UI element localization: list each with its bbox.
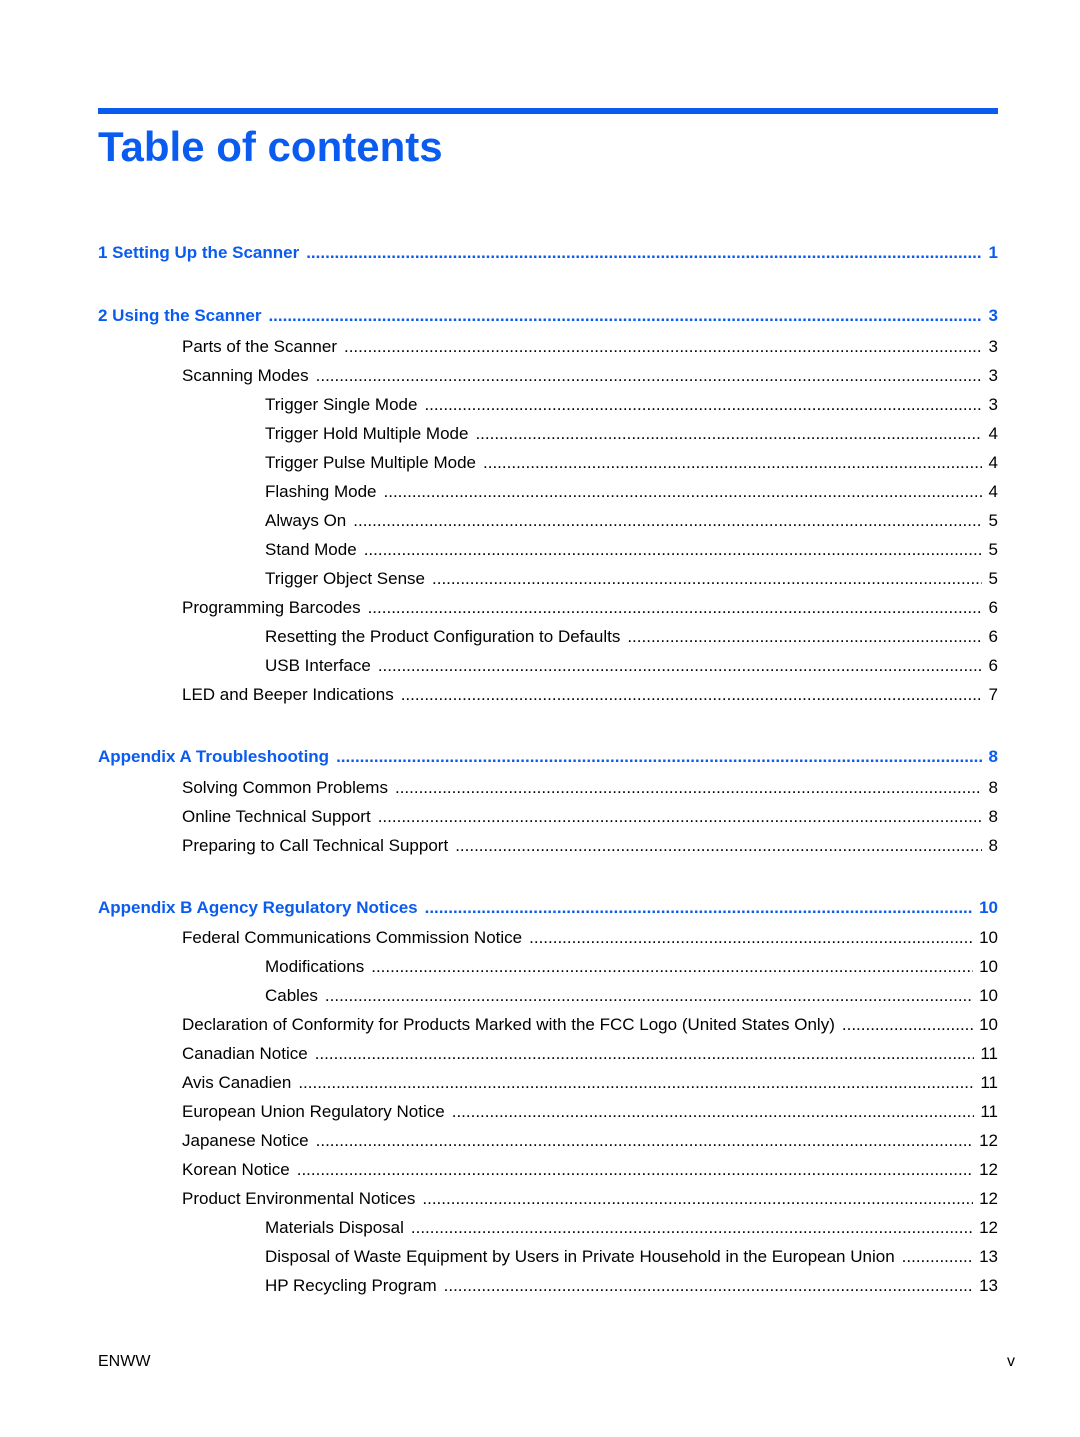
toc-leader-dots (368, 597, 982, 619)
toc-page-number: 3 (988, 337, 998, 356)
toc-entry[interactable] (265, 539, 998, 561)
toc-entry-label: Trigger Pulse Multiple Mode (265, 453, 477, 472)
toc-leader-dots (344, 336, 982, 358)
toc-leader-dots (364, 539, 982, 561)
toc-entry[interactable] (265, 1217, 998, 1239)
toc-leader-dots (378, 655, 982, 677)
toc-page-number: 10 (979, 957, 998, 976)
toc-chapter-entry[interactable] (98, 897, 998, 919)
toc-leader-dots (444, 1275, 973, 1297)
toc-leader-dots (336, 746, 982, 768)
toc-entry[interactable] (182, 336, 998, 358)
toc-entry-label: 1 Setting Up the Scanner (98, 243, 300, 262)
toc-entry-label: Flashing Mode (265, 482, 377, 501)
toc-leader-dots (316, 1130, 973, 1152)
toc-entry-label: Trigger Single Mode (265, 395, 418, 414)
toc-entry-label: Parts of the Scanner (182, 337, 337, 356)
toc-entry[interactable] (182, 1159, 998, 1181)
toc-leader-dots (384, 481, 982, 503)
toc-chapter-entry[interactable] (98, 746, 998, 768)
toc-entry[interactable] (182, 1072, 998, 1094)
toc-entry[interactable] (182, 806, 998, 828)
toc-page-number: 5 (988, 569, 998, 588)
toc-leader-dots (268, 305, 982, 327)
toc-chapter-entry[interactable] (98, 242, 998, 264)
toc-page-number: 5 (988, 511, 998, 530)
footer-label: ENWW (98, 1353, 151, 1370)
toc-entry[interactable] (182, 835, 998, 857)
toc-page-number: 10 (979, 898, 998, 917)
toc-entry[interactable] (265, 452, 998, 474)
toc-entry-label: Solving Common Problems (182, 778, 388, 797)
toc-page-number: 3 (988, 366, 998, 385)
toc-leader-dots (316, 365, 982, 387)
toc-entry-label: Korean Notice (182, 1160, 290, 1179)
toc-entry[interactable] (182, 1188, 998, 1210)
page-title: Table of contents (98, 123, 443, 170)
toc-entry-label: Japanese Notice (182, 1131, 309, 1150)
toc-leader-dots (306, 242, 982, 264)
toc-entry-label: Scanning Modes (182, 366, 309, 385)
toc-page-number: 11 (980, 1044, 998, 1063)
toc-entry-label: USB Interface (265, 656, 371, 675)
toc-entry[interactable] (182, 1043, 998, 1065)
toc-leader-dots (424, 394, 982, 416)
toc-entry-label: Canadian Notice (182, 1044, 308, 1063)
toc-leader-dots (371, 956, 973, 978)
toc-entry-label: Trigger Object Sense (265, 569, 425, 588)
toc-entry[interactable] (182, 927, 998, 949)
toc-leader-dots (422, 1188, 973, 1210)
toc-page-number: 10 (979, 986, 998, 1005)
toc-page-number: 8 (988, 747, 998, 766)
toc-entry[interactable] (182, 777, 998, 799)
toc-entry-label: Cables (265, 986, 318, 1005)
toc-entry-label: Declaration of Conformity for Products Marked with the FCC Logo (United States Only) (182, 1015, 835, 1034)
toc-leader-dots (455, 835, 982, 857)
toc-leader-dots (475, 423, 982, 445)
toc-entry-label: Always On (265, 511, 347, 530)
toc-leader-dots (902, 1246, 973, 1268)
toc-entry-label: Stand Mode (265, 540, 357, 559)
toc-entry-label: Appendix A Troubleshooting (98, 747, 330, 766)
toc-entry-label: Modifications (265, 957, 365, 976)
toc-entry[interactable] (265, 394, 998, 416)
toc-leader-dots (411, 1217, 973, 1239)
toc-entry[interactable] (265, 626, 998, 648)
toc-entry-label: Product Environmental Notices (182, 1189, 416, 1208)
toc-entry[interactable] (182, 365, 998, 387)
toc-entry-label: Federal Communications Commission Notice (182, 928, 523, 947)
toc-leader-dots (529, 927, 973, 949)
toc-leader-dots (298, 1072, 974, 1094)
toc-entry[interactable] (265, 510, 998, 532)
toc-entry[interactable] (265, 423, 998, 445)
toc-leader-dots (401, 684, 982, 706)
toc-page-number: 4 (988, 453, 998, 472)
toc-page-number: 11 (980, 1073, 998, 1092)
toc-leader-dots (842, 1014, 973, 1036)
toc-entry-label: Resetting the Product Configuration to Defaults (265, 627, 621, 646)
toc-page-number: 6 (988, 598, 998, 617)
toc-entry-label: Avis Canadien (182, 1073, 292, 1092)
toc-entry-label: Online Technical Support (182, 807, 371, 826)
toc-page-number: 12 (979, 1131, 998, 1150)
toc-leader-dots (297, 1159, 973, 1181)
toc-page-number: 1 (988, 243, 998, 262)
toc-entry[interactable] (182, 1130, 998, 1152)
toc-entry[interactable] (265, 956, 998, 978)
toc-leader-dots (395, 777, 982, 799)
toc-page-number: 8 (988, 807, 998, 826)
toc-page-number: 13 (979, 1247, 998, 1266)
toc-page-number: 12 (979, 1189, 998, 1208)
toc-leader-dots (378, 806, 982, 828)
toc-page-number: 8 (988, 778, 998, 797)
toc-entry-label: 2 Using the Scanner (98, 306, 262, 325)
toc-entry[interactable] (265, 1246, 998, 1268)
toc-leader-dots (483, 452, 982, 474)
toc-entry[interactable] (265, 1275, 998, 1297)
toc-page-number: 8 (988, 836, 998, 855)
toc-page-number: 10 (979, 928, 998, 947)
toc-page-number: 7 (988, 685, 998, 704)
toc-page-number: 12 (979, 1218, 998, 1237)
toc-page-number: 3 (988, 395, 998, 414)
toc-entry[interactable] (265, 481, 998, 503)
toc-page-number: 6 (988, 656, 998, 675)
toc-chapter-entry[interactable] (98, 305, 998, 327)
toc-entry[interactable] (265, 655, 998, 677)
footer-page-number: v (1007, 1353, 1015, 1370)
toc-page-number: 13 (979, 1276, 998, 1295)
toc-page-number: 10 (979, 1015, 998, 1034)
toc-page-number: 4 (988, 424, 998, 443)
toc-leader-dots (425, 897, 973, 919)
title-rule (98, 108, 998, 114)
toc-entry[interactable] (182, 1101, 998, 1123)
toc-leader-dots (325, 985, 973, 1007)
toc-entry-label: HP Recycling Program (265, 1276, 437, 1295)
toc-entry-label: Programming Barcodes (182, 598, 361, 617)
toc-entry-label: LED and Beeper Indications (182, 685, 394, 704)
toc-entry[interactable] (182, 1014, 998, 1036)
toc-page-number: 11 (980, 1102, 998, 1121)
toc-leader-dots (452, 1101, 975, 1123)
toc-page-number: 5 (988, 540, 998, 559)
toc-page-number: 12 (979, 1160, 998, 1179)
toc-leader-dots (315, 1043, 975, 1065)
toc-leader-dots (432, 568, 982, 590)
toc-entry-label: Disposal of Waste Equipment by Users in Private Household in the European Union (265, 1247, 895, 1266)
toc-entry[interactable] (265, 985, 998, 1007)
toc-page-number: 3 (988, 306, 998, 325)
toc-entry-label: Materials Disposal (265, 1218, 404, 1237)
toc-page-number: 4 (988, 482, 998, 501)
toc-entry-label: European Union Regulatory Notice (182, 1102, 445, 1121)
toc-entry[interactable] (182, 684, 998, 706)
toc-entry-label: Trigger Hold Multiple Mode (265, 424, 469, 443)
toc-page-number: 6 (988, 627, 998, 646)
toc-leader-dots (627, 626, 982, 648)
toc-entry[interactable] (265, 568, 998, 590)
toc-entry[interactable] (182, 597, 998, 619)
toc-leader-dots (353, 510, 982, 532)
toc-entry-label: Appendix B Agency Regulatory Notices (98, 898, 418, 917)
toc-entry-label: Preparing to Call Technical Support (182, 836, 449, 855)
